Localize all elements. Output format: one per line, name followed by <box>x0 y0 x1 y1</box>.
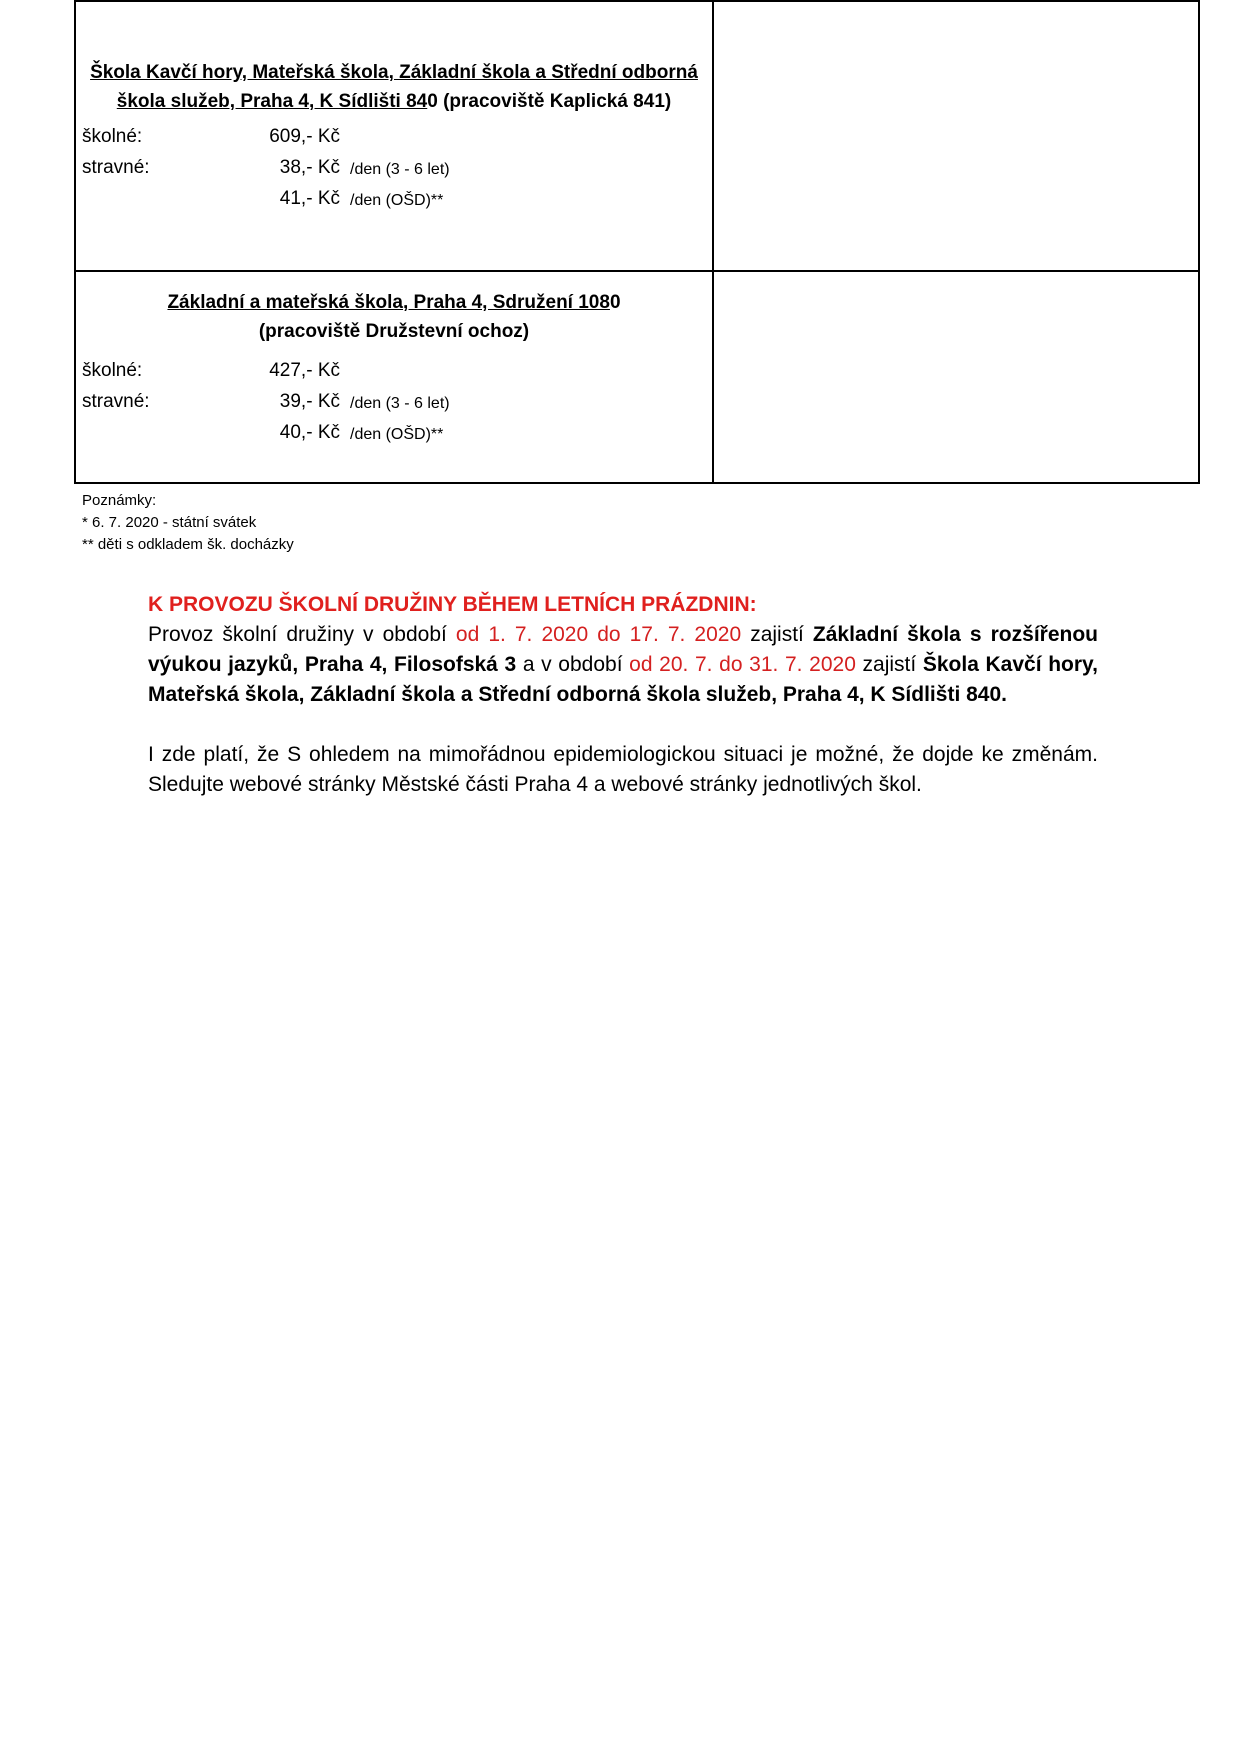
school-title-line2: (pracoviště Družstevní ochoz) <box>258 321 530 342</box>
table-row <box>76 272 1198 484</box>
p1-text: zajistí <box>855 653 923 676</box>
notes <box>82 490 294 556</box>
paragraph-2: I zde platí, že S ohledem na mimořádnou epidemiologickou situaci je možné, že dojde ke změnám. Sledujte webové stránky Městské části Praha 4 a webové stránky jednotlivých škol. <box>148 743 1098 796</box>
school-cell <box>76 272 714 482</box>
fees-block <box>76 124 712 217</box>
note-item: * 6. 7. 2020 - státní svátek <box>82 514 257 531</box>
p1-text: zajistí <box>741 623 813 646</box>
meal-amount: 38,- Kč <box>279 157 340 178</box>
meal-line <box>76 186 712 217</box>
school-title <box>76 288 712 346</box>
meal-note: /den (OŠD)** <box>350 192 444 209</box>
p1-text: Provoz školní družiny v období <box>148 623 456 646</box>
notes-heading: Poznámky: <box>82 492 157 509</box>
paragraph-1 <box>148 620 1098 710</box>
meal-amount: 41,- Kč <box>279 188 340 209</box>
period-2: od 20. 7. do 31. 7. 2020 <box>629 653 856 676</box>
school-title-underlined: Škola Kavčí hory, Mateřská škola, Základní škola a Střední odborná škola služeb, Praha 4, K Sídlišti 84 <box>90 62 698 112</box>
meal-amount: 39,- Kč <box>279 391 340 412</box>
meal-line <box>76 420 712 451</box>
meals-label: stravné: <box>82 391 150 412</box>
school-title-underlined: Základní a mateřská škola, Praha 4, Sdružení 108 <box>167 292 610 313</box>
school-title-rest: 0 <box>609 292 621 313</box>
note-item: ** děti s odkladem šk. docházky <box>82 536 294 553</box>
summer-info-section <box>148 590 1098 800</box>
tuition-label: školné: <box>82 360 143 381</box>
table-row <box>76 2 1198 272</box>
p1-text: a v období <box>516 653 630 676</box>
empty-cell <box>714 2 1198 270</box>
tuition-amount: 609,- Kč <box>269 126 340 147</box>
fees-block <box>76 358 712 451</box>
section-heading: K PROVOZU ŠKOLNÍ DRUŽINY BĚHEM LETNÍCH PRÁZDNIN: <box>148 593 757 616</box>
school-cell <box>76 2 714 270</box>
tuition-line <box>76 124 712 155</box>
fees-table <box>74 0 1200 484</box>
tuition-line <box>76 358 712 389</box>
tuition-amount: 427,- Kč <box>269 360 340 381</box>
period-1: od 1. 7. 2020 do 17. 7. 2020 <box>455 623 742 646</box>
school-2: Škola Kavčí hory, Mateřská škola, Základní škola a Střední odborná škola služeb, Praha 4, K Sídlišti 840. <box>148 653 1098 706</box>
school-title <box>76 58 712 116</box>
meal-note: /den (OŠD)** <box>350 426 444 443</box>
meal-line <box>76 155 712 186</box>
meal-line <box>76 389 712 420</box>
meals-label: stravné: <box>82 157 150 178</box>
tuition-label: školné: <box>82 126 143 147</box>
meal-note: /den (3 - 6 let) <box>350 395 450 412</box>
empty-cell <box>714 272 1198 482</box>
meal-amount: 40,- Kč <box>279 422 340 443</box>
school-title-rest: 0 (pracoviště Kaplická 841) <box>427 91 672 112</box>
meal-note: /den (3 - 6 let) <box>350 161 450 178</box>
school-1: Základní škola s rozšířenou výukou jazyků, Praha 4, Filosofská 3 <box>148 623 1098 676</box>
